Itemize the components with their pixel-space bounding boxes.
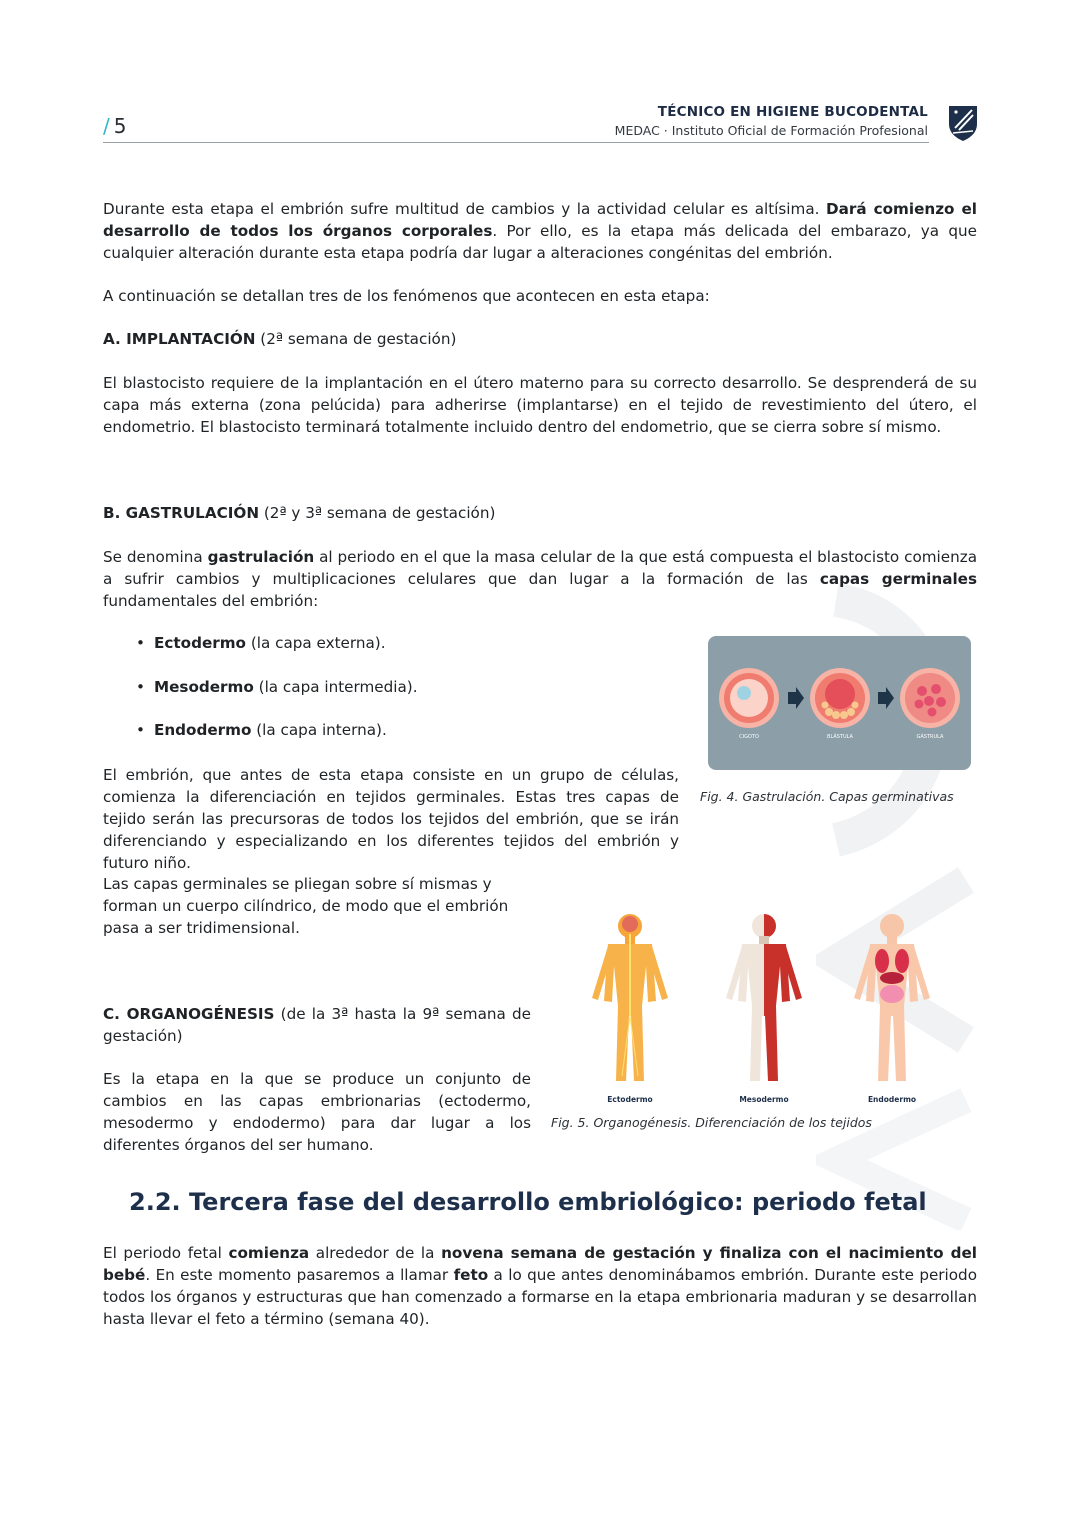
label-cigoto: CIGOTO <box>739 734 759 740</box>
germ-layers-list <box>136 632 418 763</box>
medac-shield-icon <box>948 104 978 142</box>
germ-differentiation-paragraph: El embrión, que antes de esta etapa consiste en un grupo de células, comienza la diferenciación en tejidos germinales. Estas tres capas de tejido serán las precursoras de todos los tejidos del embrión, que se irán diferenciando y especializando en los diferentes tejidos del embrión y futuro niño. <box>103 766 679 872</box>
list-item: • Ectodermo (la capa externa). <box>136 634 386 652</box>
implantacion-heading: A. IMPLANTACIÓN (2ª semana de gestación) <box>103 330 457 348</box>
label-blastula: BLÁSTULA <box>827 734 853 740</box>
body-mesodermo <box>726 914 802 1081</box>
figure-4-caption: Fig. 4. Gastrulación. Capas germinativas <box>700 789 954 804</box>
institution-subtitle: MEDAC · Instituto Oficial de Formación Profesional <box>614 123 928 138</box>
body-endodermo <box>854 914 930 1081</box>
label-gastrula: GÁSTRULA <box>916 734 944 740</box>
organogenesis-heading: C. ORGANOGÉNESIS (de la 3ª hasta la 9ª semana de gestación) <box>103 1005 531 1045</box>
header-divider <box>103 142 929 143</box>
intro-lead-paragraph: A continuación se detallan tres de los fenómenos que acontecen en esta etapa: <box>103 287 710 305</box>
zygote-nucleus <box>737 686 751 700</box>
label-mesodermo: Mesodermo <box>739 1095 789 1104</box>
folding-paragraph: Las capas germinales se pliegan sobre sí mismas y forman un cuerpo cilíndrico, de modo que el embrión pasa a ser tridimensional. <box>103 875 509 937</box>
arrow-right-icon <box>878 687 894 709</box>
gastrulation-illustration <box>708 636 971 770</box>
organogenesis-paragraph: Es la etapa en la que se produce un conjunto de cambios en las capas embrionarias (ectodermo, mesodermo y endodermo) para dar lugar a los diferentes órganos del ser humano. <box>103 1070 531 1154</box>
gastrulacion-heading: B. GASTRULACIÓN (2ª y 3ª semana de gestación) <box>103 504 496 522</box>
list-item: • Endodermo (la capa interna). <box>136 721 387 739</box>
section-title: 2.2. Tercera fase del desarrollo embriológico: periodo fetal <box>129 1188 927 1216</box>
gastrulacion-paragraph: Se denomina gastrulación al periodo en el que la masa celular de la que está compuesta el blastocisto comienza a sufrir cambios y multiplicaciones celulares que dan lugar a la formación de las capas germinales fundamentales del embrión: <box>103 548 977 610</box>
header-title-block <box>615 104 928 138</box>
figure-5-caption: Fig. 5. Organogénesis. Diferenciación de los tejidos <box>551 1115 872 1130</box>
fetal-period-paragraph: El periodo fetal comienza alrededor de la novena semana de gestación y finaliza con el nacimiento del bebé. En este momento pasaremos a llamar feto a lo que antes denominábamos embrión. Durante este periodo todos los órganos y estructuras que han comenzado a formarse en la etapa embrionaria maduran y se desarrollan hasta llevar el feto a término (semana 40). <box>103 1244 977 1328</box>
list-item: • Mesodermo (la capa intermedia). <box>136 677 418 696</box>
arrow-right-icon <box>788 687 804 709</box>
figure-gastrulation <box>708 636 971 770</box>
body-ectodermo <box>592 914 668 1081</box>
intro-paragraph: Durante esta etapa el embrión sufre multitud de cambios y la actividad celular es altísima. Dará comienzo el desarrollo de todos los órganos corporales. Por ello, es la etapa más delicada del embarazo, ya que cualquier alteración durante esta etapa podría dar lugar a alteraciones congénitas del embrión. <box>103 200 978 262</box>
figure-organogenesis <box>578 906 958 1111</box>
course-title: TÉCNICO EN HIGIENE BUCODENTAL <box>657 104 928 120</box>
label-endodermo: Endodermo <box>867 1095 917 1104</box>
page-number: / 5 <box>103 114 127 138</box>
label-ectodermo: Ectodermo <box>607 1095 653 1104</box>
implantacion-paragraph: El blastocisto requiere de la implantación en el útero materno para su correcto desarrollo. Se desprenderá de su capa más externa (zona pelúcida) para adherirse (implantarse) en el tejido de revestimiento del útero, el endometrio. El blastocisto terminará totalmente incluido dentro del endometrio, que se cierra sobre sí mismo. <box>103 374 977 436</box>
